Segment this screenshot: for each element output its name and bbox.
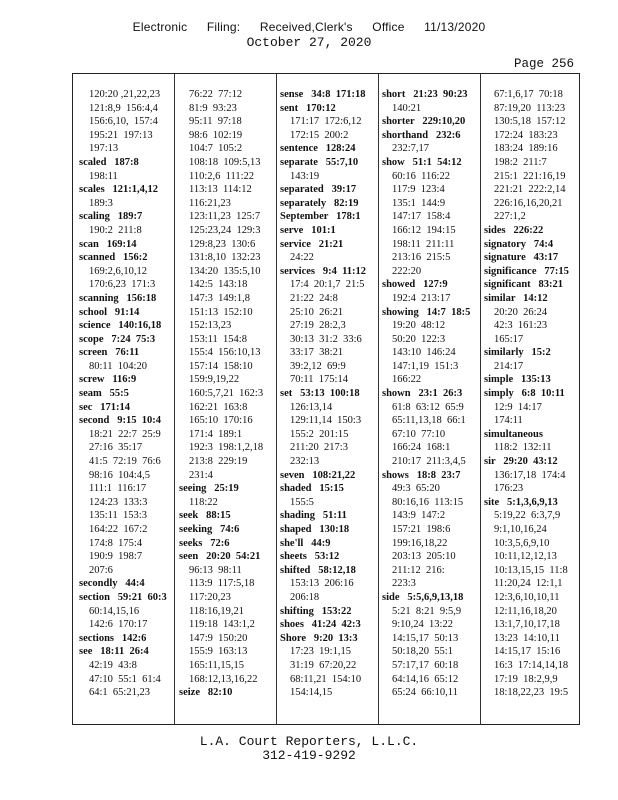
reporter-company: L.A. Court Reporters, L.L.C. xyxy=(199,734,419,749)
index-reference: 147:1,19 151:3 xyxy=(392,360,459,372)
index-term: seeking 74:6 xyxy=(179,524,240,535)
index-reference: 10:13,15,15 11:8 xyxy=(494,564,568,576)
index-reference: 111:1 116:17 xyxy=(89,483,147,495)
index-reference: 129:11,14 150:3 xyxy=(290,415,362,427)
index-reference: 162:21 163:8 xyxy=(189,401,248,413)
index-reference: 172:24 183:23 xyxy=(494,129,558,141)
index-term: shorter 229:10,20 xyxy=(382,116,466,128)
index-reference: 143:9 147:2 xyxy=(392,510,446,522)
index-reference: 13:23 14:10,11 xyxy=(494,632,560,644)
index-reference: 10:11,12,12,13 xyxy=(494,551,557,563)
transcript-date: October 27, 2020 xyxy=(246,35,372,50)
index-reference: 197:13 xyxy=(89,143,119,155)
index-reference: 98:6 102:19 xyxy=(189,129,243,141)
index-term: simple 135:13 xyxy=(484,374,551,386)
index-reference: 113:13 114:12 xyxy=(189,184,252,196)
index-reference: 39:2,12 69:9 xyxy=(290,360,346,372)
index-reference: 14:15,17 15:16 xyxy=(494,646,561,658)
index-term: showing 14:7 18:5 xyxy=(382,306,471,318)
index-reference: 108:18 109:5,13 xyxy=(189,156,261,168)
index-term: services 9:4 11:12 xyxy=(280,265,367,277)
index-reference: 215:1 221:16,19 xyxy=(494,170,566,182)
index-term: serve 101:1 xyxy=(280,224,336,236)
index-reference: 70:11 175:14 xyxy=(290,374,348,386)
index-reference: 168:12,13,16,22 xyxy=(189,673,258,685)
index-reference: 171:17 172:6,12 xyxy=(290,116,362,128)
index-reference: 27:19 28:2,3 xyxy=(290,320,346,332)
index-reference: 166:22 xyxy=(392,374,422,386)
index-reference: 50:18,20 55:1 xyxy=(392,646,453,658)
index-term: side 5:5,6,9,13,18 xyxy=(382,591,464,603)
index-reference: 192:4 213:17 xyxy=(392,292,451,304)
index-reference: 214:17 xyxy=(494,360,524,372)
filing-label: Filing: xyxy=(206,20,241,34)
index-term: separately 82:19 xyxy=(280,197,359,209)
index-reference: 190:2 211:8 xyxy=(89,224,142,236)
index-reference: 135:1 144:9 xyxy=(392,197,446,209)
index-term: separated 39:17 xyxy=(280,184,357,196)
index-reference: 134:20 135:5,10 xyxy=(189,265,261,277)
index-reference: 41:5 72:19 76:6 xyxy=(89,456,161,468)
index-reference: 155:4 156:10,13 xyxy=(189,347,261,359)
index-reference: 9:1,10,16,24 xyxy=(494,524,547,535)
index-reference: 176:23 xyxy=(494,483,524,495)
index-reference: 50:20 122:3 xyxy=(392,333,446,345)
index-reference: 12:3,6,10,10,11 xyxy=(494,591,560,603)
index-reference: 17:4 20:1,7 21:5 xyxy=(290,279,365,291)
index-reference: 142:5 143:18 xyxy=(189,279,248,291)
index-reference: 174:11 xyxy=(494,415,523,427)
index-reference: 189:3 xyxy=(89,197,113,209)
index-term: see 18:11 26:4 xyxy=(79,646,149,658)
index-term: service 21:21 xyxy=(280,238,344,250)
index-term: scope 7:24 75:3 xyxy=(79,333,156,345)
index-reference: 211:12 216: xyxy=(392,564,445,576)
index-term: shown 23:1 26:3 xyxy=(382,388,463,400)
index-reference: 190:9 198:7 xyxy=(89,551,143,563)
index-reference: 67:1,6,17 70:18 xyxy=(494,89,563,100)
index-term: scaled 187:8 xyxy=(79,156,139,168)
index-reference: 60:14,15,16 xyxy=(89,605,140,617)
index-reference: 64:1 65:21,23 xyxy=(89,687,150,699)
index-reference: 135:11 153:3 xyxy=(89,510,147,522)
index-term: seeing 25:19 xyxy=(179,483,239,495)
index-reference: 130:5,18 157:12 xyxy=(494,116,566,128)
index-term: sheets 53:12 xyxy=(280,551,340,563)
index-reference: 157:14 158:10 xyxy=(189,360,253,372)
index-reference: 221:21 222:2,14 xyxy=(494,184,566,196)
index-reference: 118:2 132:11 xyxy=(494,442,552,454)
index-reference: 14:15,17 50:13 xyxy=(392,632,459,644)
index-reference: 126:13,14 xyxy=(290,401,333,413)
index-reference: 96:13 98:11 xyxy=(189,564,242,576)
index-reference: 166:24 168:1 xyxy=(392,442,451,454)
index-reference: 172:15 200:2 xyxy=(290,129,349,141)
index-term: seek 88:15 xyxy=(179,510,231,522)
index-term: screw 116:9 xyxy=(79,374,137,386)
index-reference: 165:17 xyxy=(494,333,524,345)
reporter-phone: 312-419-9292 xyxy=(262,748,356,763)
index-reference: 67:10 77:10 xyxy=(392,428,446,440)
index-reference: 164:22 167:2 xyxy=(89,524,148,535)
index-term: shorthand 232:6 xyxy=(382,129,461,141)
index-reference: 160:5,7,21 162:3 xyxy=(189,388,264,400)
index-term: school 91:14 xyxy=(79,306,140,318)
index-reference: 143:10 146:24 xyxy=(392,347,456,359)
index-reference: 121:8,9 156:4,4 xyxy=(89,102,158,114)
index-reference: 192:3 198:1,2,18 xyxy=(189,442,264,454)
index-term: significant 83:21 xyxy=(484,279,564,291)
index-reference: 232:7,17 xyxy=(392,143,430,155)
index-reference: 152:13,23 xyxy=(189,320,232,332)
index-term: sentence 128:24 xyxy=(280,143,356,155)
index-term: shoes 41:24 42:3 xyxy=(280,619,361,631)
index-reference: 25:10 26:21 xyxy=(290,306,344,318)
index-reference: 159:9,19,22 xyxy=(189,374,240,386)
index-reference: 98:16 104:4,5 xyxy=(89,469,150,481)
index-reference: 17:23 19:1,15 xyxy=(290,646,351,658)
index-reference: 147:3 149:1,8 xyxy=(189,292,250,304)
index-reference: 60:16 116:22 xyxy=(392,170,450,182)
index-reference: 129:8,23 130:6 xyxy=(189,238,256,250)
index-reference: 24:22 xyxy=(290,252,314,264)
index-term: sent 170:12 xyxy=(280,102,336,114)
index-column-1 xyxy=(79,88,171,718)
index-reference: 142:6 170:17 xyxy=(89,619,148,631)
index-reference: 198:2 211:7 xyxy=(494,156,547,168)
index-reference: 117:20,23 xyxy=(189,591,231,603)
index-reference: 11:20,24 12:1,1 xyxy=(494,578,563,590)
index-reference: 18:21 22:7 25:9 xyxy=(89,428,161,440)
index-reference: 80:16,16 113:15 xyxy=(392,496,464,508)
index-reference: 110:2,6 111:22 xyxy=(189,170,255,182)
index-reference: 206:18 xyxy=(290,591,320,603)
index-reference: 207:6 xyxy=(89,564,113,576)
index-reference: 227:1,2 xyxy=(494,211,526,223)
index-term: second 9:15 10:4 xyxy=(79,415,161,427)
index-reference: 68:11,21 154:10 xyxy=(290,673,362,685)
index-term: sections 142:6 xyxy=(79,632,147,644)
index-reference: 17:19 18:2,9,9 xyxy=(494,673,558,685)
index-reference: 117:9 123:4 xyxy=(392,184,445,196)
index-column-4 xyxy=(382,88,477,718)
index-reference: 49:3 65:20 xyxy=(392,483,440,495)
index-reference: 151:13 152:10 xyxy=(189,306,253,318)
index-reference: 131:8,10 132:23 xyxy=(189,252,261,264)
index-term: seeks 72:6 xyxy=(179,537,230,549)
index-reference: 213:16 215:5 xyxy=(392,252,451,264)
index-reference: 231:4 xyxy=(189,469,213,481)
index-reference: 118:16,19,21 xyxy=(189,605,245,617)
index-reference: 123:11,23 125:7 xyxy=(189,211,261,223)
column-divider xyxy=(480,74,481,724)
index-reference: 64:14,16 65:12 xyxy=(392,673,459,685)
index-reference: 104:7 105:2 xyxy=(189,143,243,155)
index-reference: 31:19 67:20,22 xyxy=(290,659,357,671)
index-column-2 xyxy=(179,88,273,718)
index-term: simultaneous xyxy=(484,428,543,440)
index-term: significance 77:15 xyxy=(484,265,569,277)
index-reference: 222:20 xyxy=(392,265,422,277)
filing-office: Office xyxy=(372,20,405,34)
index-reference: 211:20 217:3 xyxy=(290,442,348,454)
index-reference: 76:22 77:12 xyxy=(189,89,243,100)
index-term: sir 29:20 43:12 xyxy=(484,456,558,468)
index-term: seam 55:5 xyxy=(79,388,129,400)
index-term: she'll 44:9 xyxy=(280,537,331,549)
index-term: shows 18:8 23:7 xyxy=(382,469,461,481)
index-reference: 21:22 24:8 xyxy=(290,292,338,304)
index-reference: 81:9 93:23 xyxy=(189,102,237,114)
index-reference: 155:9 163:13 xyxy=(189,646,248,658)
index-reference: 153:13 206:16 xyxy=(290,578,354,590)
index-term: short 21:23 90:23 xyxy=(382,89,468,100)
index-reference: 113:9 117:5,18 xyxy=(189,578,255,590)
index-reference: 165:11,15,15 xyxy=(189,659,245,671)
index-term: Shore 9:20 13:3 xyxy=(280,632,358,644)
index-term: signatory 74:4 xyxy=(484,238,554,250)
index-reference: 140:21 xyxy=(392,102,422,114)
index-reference: 210:17 211:3,4,5 xyxy=(392,456,466,468)
index-reference: 157:21 198:6 xyxy=(392,524,451,535)
index-reference: 203:13 205:10 xyxy=(392,551,456,563)
index-reference: 165:10 170:16 xyxy=(189,415,253,427)
index-term: seize 82:10 xyxy=(179,687,233,699)
index-term: separate 55:7,10 xyxy=(280,156,359,168)
index-reference: 120:20 ,21,22,23 xyxy=(89,89,161,100)
index-frame xyxy=(72,73,580,725)
index-reference: 226:16,16,20,21 xyxy=(494,197,563,209)
index-reference: 19:20 48:12 xyxy=(392,320,446,332)
index-reference: 171:4 189:1 xyxy=(189,428,243,440)
index-reference: 143:19 xyxy=(290,170,320,182)
index-term: shaded 15:15 xyxy=(280,483,344,495)
index-reference: 213:8 229:19 xyxy=(189,456,248,468)
filing-source: Electronic xyxy=(132,20,188,34)
index-term: set 53:13 100:18 xyxy=(280,388,360,400)
filing-received: Received,Clerk's xyxy=(259,20,353,34)
index-term: signature 43:17 xyxy=(484,252,559,264)
index-reference: 223:3 xyxy=(392,578,416,590)
index-term: shifted 58:12,18 xyxy=(280,564,356,576)
index-reference: 125:23,24 129:3 xyxy=(189,224,261,236)
index-column-5 xyxy=(484,88,579,718)
index-reference: 116:21,23 xyxy=(189,197,231,209)
index-reference: 47:10 55:1 61:4 xyxy=(89,673,161,685)
page-number: Page 256 xyxy=(513,57,574,71)
index-term: sides 226:22 xyxy=(484,224,544,236)
index-reference: 147:17 158:4 xyxy=(392,211,451,223)
index-reference: 20:20 26:24 xyxy=(494,306,548,318)
index-reference: 147:9 150:20 xyxy=(189,632,248,644)
index-reference: 166:12 194:15 xyxy=(392,224,456,236)
index-reference: 27:16 35:17 xyxy=(89,442,143,454)
index-column-3 xyxy=(280,88,375,718)
index-term: similar 14:12 xyxy=(484,292,548,304)
index-term: similarly 15:2 xyxy=(484,347,551,359)
index-reference: 183:24 189:16 xyxy=(494,143,558,155)
index-reference: 118:22 xyxy=(189,496,218,508)
column-divider xyxy=(378,74,379,724)
index-term: scanned 156:2 xyxy=(79,252,148,264)
index-reference: 16:3 17:14,14,18 xyxy=(494,659,569,671)
index-term: showed 127:9 xyxy=(382,279,448,291)
index-reference: 30:13 31:2 33:6 xyxy=(290,333,362,345)
index-reference: 9:10,24 13:22 xyxy=(392,619,453,631)
index-term: site 5:1,3,6,9,13 xyxy=(484,496,558,508)
index-reference: 5:21 8:21 9:5,9 xyxy=(392,605,462,617)
index-reference: 124:23 133:3 xyxy=(89,496,148,508)
index-reference: 119:18 143:1,2 xyxy=(189,619,255,631)
index-reference: 199:16,18,22 xyxy=(392,537,448,549)
index-reference: 12:9 14:17 xyxy=(494,401,542,413)
index-reference: 156:6,10, 157:4 xyxy=(89,116,158,128)
index-term: shading 51:11 xyxy=(280,510,347,522)
index-reference: 13:1,7,10,17,18 xyxy=(494,619,560,631)
index-reference: 170:6,23 171:3 xyxy=(89,279,156,291)
index-reference: 5:19,22 6:3,7,9 xyxy=(494,510,561,522)
index-term: section 59:21 60:3 xyxy=(79,591,167,603)
column-divider xyxy=(276,74,277,724)
index-reference: 136:17,18 174:4 xyxy=(494,469,566,481)
index-reference: 155:2 201:15 xyxy=(290,428,349,440)
filing-stamp-line xyxy=(0,20,618,34)
index-reference: 169:2,6,10,12 xyxy=(89,265,148,277)
index-reference: 10:3,5,6,9,10 xyxy=(494,537,550,549)
index-reference: 195:21 197:13 xyxy=(89,129,153,141)
index-reference: 153:11 154:8 xyxy=(189,333,247,345)
index-reference: 87:19,20 113:23 xyxy=(494,102,566,114)
index-term: scan 169:14 xyxy=(79,238,137,250)
index-term: September 178:1 xyxy=(280,211,361,223)
filing-date: 11/13/2020 xyxy=(424,20,486,34)
index-reference: 42:3 161:23 xyxy=(494,320,548,332)
index-reference: 198:11 211:11 xyxy=(392,238,455,250)
index-reference: 80:11 104:20 xyxy=(89,360,147,372)
index-term: seven 108:21,22 xyxy=(280,469,356,481)
index-reference: 232:13 xyxy=(290,456,320,468)
index-term: secondly 44:4 xyxy=(79,578,145,590)
index-reference: 198:11 xyxy=(89,170,118,182)
index-reference: 57:17,17 60:18 xyxy=(392,659,459,671)
index-term: shaped 130:18 xyxy=(280,524,350,535)
index-term: scanning 156:18 xyxy=(79,292,157,304)
index-reference: 65:11,13,18 66:1 xyxy=(392,415,466,427)
index-term: scaling 189:7 xyxy=(79,211,143,223)
index-reference: 12:11,16,18,20 xyxy=(494,605,557,617)
index-term: show 51:1 54:12 xyxy=(382,156,462,168)
index-term: sense 34:8 171:18 xyxy=(280,89,366,100)
index-term: science 140:16,18 xyxy=(79,320,162,332)
column-divider xyxy=(174,74,175,724)
index-reference: 95:11 97:18 xyxy=(189,116,242,128)
index-term: seen 20:20 54:21 xyxy=(179,551,261,563)
index-term: sec 171:14 xyxy=(79,401,131,413)
index-reference: 174:8 175:4 xyxy=(89,537,143,549)
index-reference: 33:17 38:21 xyxy=(290,347,344,359)
index-term: screen 76:11 xyxy=(79,347,140,359)
index-term: simply 6:8 10:11 xyxy=(484,388,565,400)
index-term: shifting 153:22 xyxy=(280,605,352,617)
index-reference: 65:24 66:10,11 xyxy=(392,687,458,699)
index-reference: 42:19 43:8 xyxy=(89,659,137,671)
index-reference: 155:5 xyxy=(290,496,314,508)
index-reference: 18:18,22,23 19:5 xyxy=(494,687,569,699)
index-term: scales 121:1,4,12 xyxy=(79,184,159,196)
index-reference: 154:14,15 xyxy=(290,687,333,699)
index-reference: 61:8 63:12 65:9 xyxy=(392,401,464,413)
